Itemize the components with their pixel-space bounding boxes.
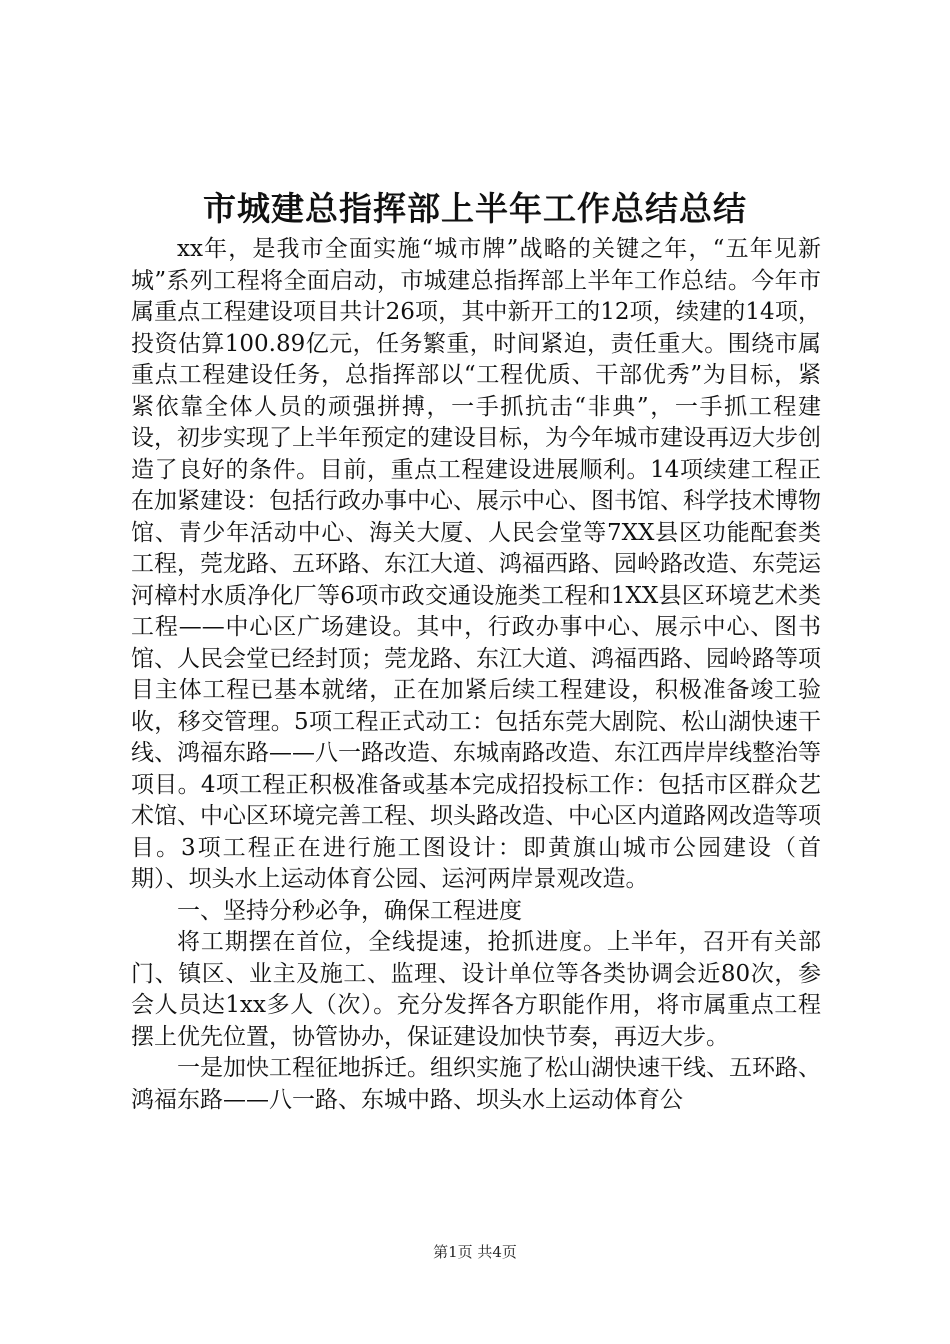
paragraph-schedule: 将工期摆在首位，全线提速，抢抓进度。上半年，召开有关部门、镇区、业主及施工、监理、设计单位等各类协调会近80次，参会人员达1xx多人（次）。充分发挥各方职能作用，将市属重点工程摆上优先位置，协管协办，保证建设加快节奏，再迈大步。	[131, 929, 821, 1050]
document-title: 市城建总指挥部上半年工作总结总结	[203, 189, 747, 228]
section-heading-1: 一、坚持分秒必争，确保工程进度	[177, 897, 522, 924]
page-footer: 第1页 共4页	[433, 1243, 517, 1261]
paragraph-land-acquisition: 一是加快工程征地拆迁。组织实施了松山湖快速干线、五环路、鸿福东路——八一路、东城中路、坝头水上运动体育公	[131, 1055, 821, 1113]
paragraph-intro: xx年，是我市全面实施“城市牌”战略的关键之年，“五年见新城”系列工程将全面启动，市城建总指挥部上半年工作总结。今年市属重点工程建设项目共计26项，其中新开工的12项，续建的14项，投资估算100.89亿元，任务繁重，时间紧迫，责任重大。围绕市属重点工程建设任务，总指挥部以“工程优质、干部优秀”为目标，紧紧依靠全体人员的顽强拼搏，一手抓抗击“非典”，一手抓工程建设，初步实现了上半年预定的建设目标，为今年城市建设再迈大步创造了良好的条件。目前，重点工程建设进展顺利。14项续建工程正在加紧建设：包括行政办事中心、展示中心、图书馆、科学技术博物馆、青少年活动中心、海关大厦、人民会堂等7XX县区功能配套类工程，莞龙路、五环路、东江大道、鸿福西路、园岭路改造、东莞运河樟村水质净化厂等6项市政交通设施类工程和1XX县区环境艺术类工程——中心区广场建设。其中，行政办事中心、展示中心、图书馆、人民会堂已经封顶；莞龙路、东江大道、鸿福西路、园岭路等项目主体工程已基本就绪，正在加紧后续工程建设，积极准备竣工验收，移交管理。5项工程正式动工：包括东莞大剧院、松山湖快速干线、鸿福东路——八一路改造、东城南路改造、东江西岸岸线整治等项目。4项工程正积极准备或基本完成招投标工作：包括市区群众艺术馆、中心区环境完善工程、坝头路改造、中心区内道路网改造等项目。3项工程正在进行施工图设计：即黄旗山城市公园建设（首期）、坝头水上运动体育公园、运河两岸景观改造。	[131, 236, 821, 892]
document-body	[131, 234, 821, 1116]
